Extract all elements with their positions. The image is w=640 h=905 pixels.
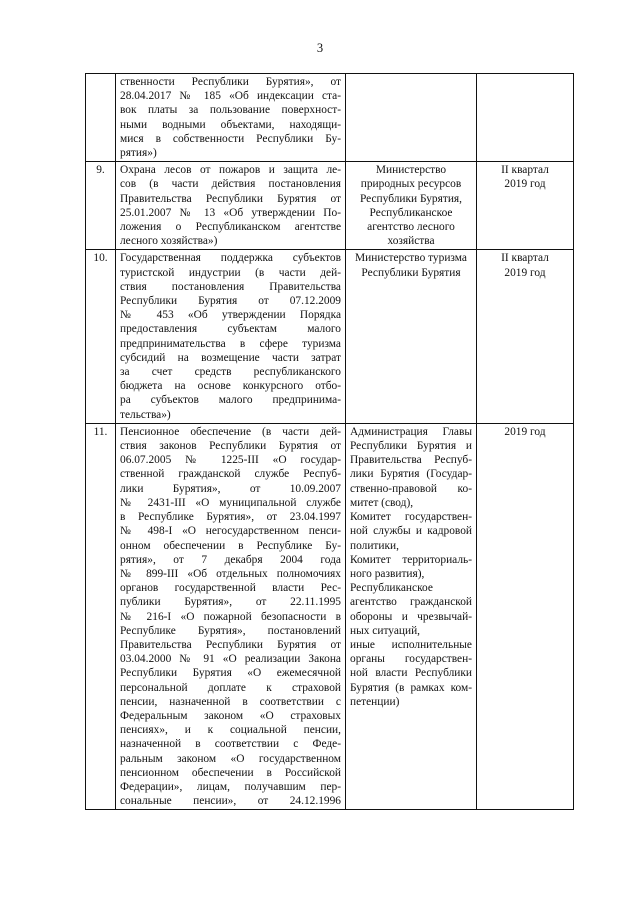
text-line: Комитет территориаль- <box>350 553 472 566</box>
text-line: Министерство туризма <box>355 252 467 265</box>
text-line: пенсии, назначенной в соответствии с <box>120 695 341 708</box>
text-line: за счет средств республиканского <box>120 366 341 379</box>
deadline <box>477 423 574 809</box>
text-line: № 453 «Об утверждении Порядка <box>120 309 341 322</box>
measure-description <box>116 162 346 250</box>
text-line: публики Бурятия», от 22.11.1995 <box>120 596 341 609</box>
text-line: обороны и чрезвычай- <box>350 610 472 623</box>
text-line: ных ситуаций, <box>350 624 421 637</box>
measure-description <box>116 423 346 809</box>
text-line: пенсионном обеспечении в Российской <box>120 766 341 779</box>
text-line: Охрана лесов от пожаров и защита ле- <box>120 164 341 177</box>
text-line: Республики Бурятия <box>361 266 461 279</box>
text-line: Республиканское <box>369 206 453 219</box>
text-line: агентство гражданской <box>350 596 472 609</box>
text-line: лесного хозяйства») <box>120 235 218 248</box>
text-line: № 2431-III «О муниципальной службе <box>120 496 341 509</box>
text-line: 28.04.2017 № 185 «Об индексации ста- <box>120 90 341 103</box>
responsible-executor <box>346 162 477 250</box>
text-line: ствия законов Республики Бурятия от <box>120 440 341 453</box>
text-line: II квартал <box>501 164 549 177</box>
text-line: Республиканское <box>350 582 433 595</box>
text-line: пенсиях», и к социальной пенсии, <box>120 724 341 737</box>
text-line: Правительства Респуб- <box>350 454 472 467</box>
text-line: ственности Республики Бурятия», от <box>120 76 341 88</box>
text-line: Министерство <box>375 164 447 177</box>
measure-description <box>116 74 346 162</box>
text-line: Правительства Республики Бурятия от <box>120 192 341 205</box>
text-line: № 498-I «О негосударственном пенси- <box>120 525 341 538</box>
measure-description <box>116 250 346 423</box>
text-line: 06.07.2005 № 1225-III «О государ- <box>120 454 341 467</box>
text-line: Республики Бурятия от 07.12.2009 <box>120 295 341 308</box>
text-line: Республики Бурятия «О ежемесячной <box>120 667 341 680</box>
text-line: политики, <box>350 539 399 552</box>
text-line: ной службы и кадровой <box>350 525 472 538</box>
page-number: 3 <box>316 41 324 55</box>
text-line: ными водными объектами, находящи- <box>120 118 341 131</box>
text-line: лики Бурятия», от 10.09.2007 <box>120 482 341 495</box>
text-line: Федеральным законом «О страховых <box>120 709 341 722</box>
text-line: ственно-правовой ко- <box>350 482 472 495</box>
text-line: ра субъектов малого предпринима- <box>120 394 341 407</box>
text-line: предпринимательства в сфере туризма <box>120 337 341 350</box>
deadline <box>477 250 574 423</box>
text-line: предоставления субъектам малого <box>120 323 341 336</box>
text-line: Федерации», лицам, получавшим пер- <box>120 780 341 793</box>
deadline <box>477 162 574 250</box>
text-line: агентство лесного <box>367 221 455 234</box>
text-line: ственной гражданской службе Респуб- <box>120 468 341 481</box>
row-number: 9. <box>86 162 116 250</box>
text-line: бюджета на основе конкурсного отбо- <box>120 380 341 393</box>
text-line: Пенсионное обеспечение (в части дей- <box>120 425 341 438</box>
text-line: ной власти Республики <box>350 667 472 680</box>
text-line: в Республике Бурятия», от 23.04.1997 <box>120 511 341 524</box>
text-line: ствия постановления Правительства <box>120 280 341 293</box>
text-line: 2019 год <box>504 425 546 438</box>
text-line: 2019 год <box>504 178 546 191</box>
text-line: органы государствен- <box>350 653 472 666</box>
text-line: петенции) <box>350 695 400 708</box>
text-line: органов государственной власти Рес- <box>120 582 341 595</box>
text-line: Бурятия (в рамках ком- <box>350 681 472 694</box>
text-line: рятия») <box>120 147 157 160</box>
row-number <box>86 74 116 162</box>
text-line: персональной доплате к страховой <box>120 681 341 694</box>
text-line: онном обеспечении в Республике Бу- <box>120 539 341 552</box>
text-line: субсидий на возмещение части затрат <box>120 351 341 364</box>
responsible-executor <box>346 74 477 162</box>
text-line: Республики Бурятия, <box>359 192 463 205</box>
text-line: Комитет государствен- <box>350 511 472 524</box>
text-line: тельства») <box>120 408 171 421</box>
responsible-executor <box>346 423 477 809</box>
text-line: № 899-III «Об отдельных полномочиях <box>120 567 341 580</box>
responsible-executor <box>346 250 477 423</box>
text-line: лики Бурятия (Государ- <box>350 468 472 481</box>
table-row <box>86 423 574 809</box>
text-line: мися в собственности Республики Бу- <box>120 132 341 145</box>
text-line: № 216-I «О пожарной безопасности в <box>120 610 341 623</box>
deadline <box>477 74 574 162</box>
text-line: сональные пенсии», от 24.12.1996 <box>120 795 341 808</box>
text-line: туристской индустрии (в части дей- <box>120 266 341 279</box>
text-line: вок платы за пользование поверхност- <box>120 104 341 117</box>
text-line: назначенной в соответствии с Феде- <box>120 738 341 751</box>
text-line: ральным законом «О государственном <box>120 752 341 765</box>
text-line: 2019 год <box>504 266 546 279</box>
text-line: Администрация Главы <box>350 425 472 438</box>
text-line: ложения о Республиканском агентстве <box>120 221 341 234</box>
table-body <box>86 74 574 810</box>
text-line: Республики Бурятия и <box>350 440 472 453</box>
text-line: II квартал <box>501 252 549 265</box>
text-line: Республике Бурятия», постановлений <box>120 624 341 637</box>
text-line: хозяйства <box>387 235 435 248</box>
text-line: иные исполнительные <box>350 638 472 651</box>
text-line: природных ресурсов <box>360 178 462 191</box>
row-number: 10. <box>86 250 116 423</box>
text-line: Государственная поддержка субъектов <box>120 252 341 265</box>
measures-table <box>85 73 574 810</box>
text-line: 03.04.2000 № 91 «О реализации Закона <box>120 653 341 666</box>
text-line: ного развития), <box>350 567 425 580</box>
table-row <box>86 250 574 423</box>
text-line: митет (свод), <box>350 496 414 509</box>
row-number: 11. <box>86 423 116 809</box>
text-line: рятия», от 7 декабря 2004 года <box>120 553 341 566</box>
text-line: Правительства Республики Бурятия от <box>120 638 341 651</box>
text-line: сов (в части действия постановления <box>120 178 341 191</box>
table-row <box>86 74 574 162</box>
table-row <box>86 162 574 250</box>
text-line: 25.01.2007 № 13 «Об утверждении По- <box>120 206 341 219</box>
